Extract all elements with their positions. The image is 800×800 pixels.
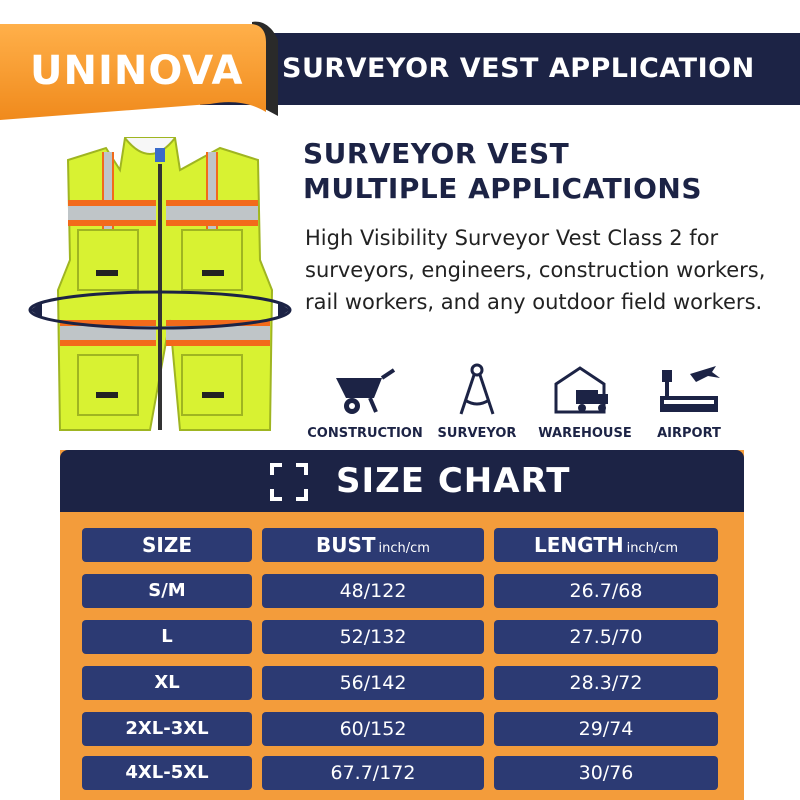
size-cell: XL xyxy=(82,666,252,700)
application-label: WAREHOUSE xyxy=(538,426,632,441)
length-cell: 28.3/72 xyxy=(494,666,718,700)
header-bust: BUST inch/cm xyxy=(262,528,484,562)
bust-cell: 52/132 xyxy=(262,620,484,654)
header-size: SIZE xyxy=(82,528,252,562)
size-chart xyxy=(60,450,744,800)
size-cell: 4XL-5XL xyxy=(82,756,252,790)
size-chart-title: SIZE CHART xyxy=(336,461,571,501)
brand-logo: UNINOVA xyxy=(30,48,244,94)
wheelbarrow-icon xyxy=(330,360,400,420)
size-cell: L xyxy=(82,620,252,654)
compass-icon xyxy=(447,360,507,420)
banner-title: SURVEYOR VEST APPLICATION xyxy=(282,53,755,84)
heading-line-2: MULTIPLE APPLICATIONS xyxy=(303,172,702,205)
frame-corners-icon xyxy=(270,463,308,501)
bust-cell: 48/122 xyxy=(262,574,484,608)
bust-cell: 56/142 xyxy=(262,666,484,700)
vest-image xyxy=(20,130,295,440)
bust-cell: 67.7/172 xyxy=(262,756,484,790)
heading-line-1: SURVEYOR VEST xyxy=(303,137,570,170)
size-cell: S/M xyxy=(82,574,252,608)
top-banner xyxy=(0,16,800,120)
size-cell: 2XL-3XL xyxy=(82,712,252,746)
length-cell: 27.5/70 xyxy=(494,620,718,654)
application-construction xyxy=(300,360,430,450)
header-length: LENGTH inch/cm xyxy=(494,528,718,562)
length-cell: 26.7/68 xyxy=(494,574,718,608)
airport-plane-icon xyxy=(654,360,724,420)
length-cell: 30/76 xyxy=(494,756,718,790)
application-airport xyxy=(624,360,754,450)
description-text: High Visibility Surveyor Vest Class 2 for surveyors, engineers, construction workers, rail workers, and any outdoor field workers. xyxy=(305,226,766,314)
size-chart-header xyxy=(60,450,744,512)
bust-cell: 60/152 xyxy=(262,712,484,746)
applications-row xyxy=(300,360,740,450)
length-cell: 29/74 xyxy=(494,712,718,746)
warehouse-truck-icon xyxy=(550,360,620,420)
application-label: SURVEYOR xyxy=(437,426,517,441)
section-heading xyxy=(303,136,702,206)
application-label: AIRPORT xyxy=(657,426,721,441)
application-label: CONSTRUCTION xyxy=(307,426,423,441)
